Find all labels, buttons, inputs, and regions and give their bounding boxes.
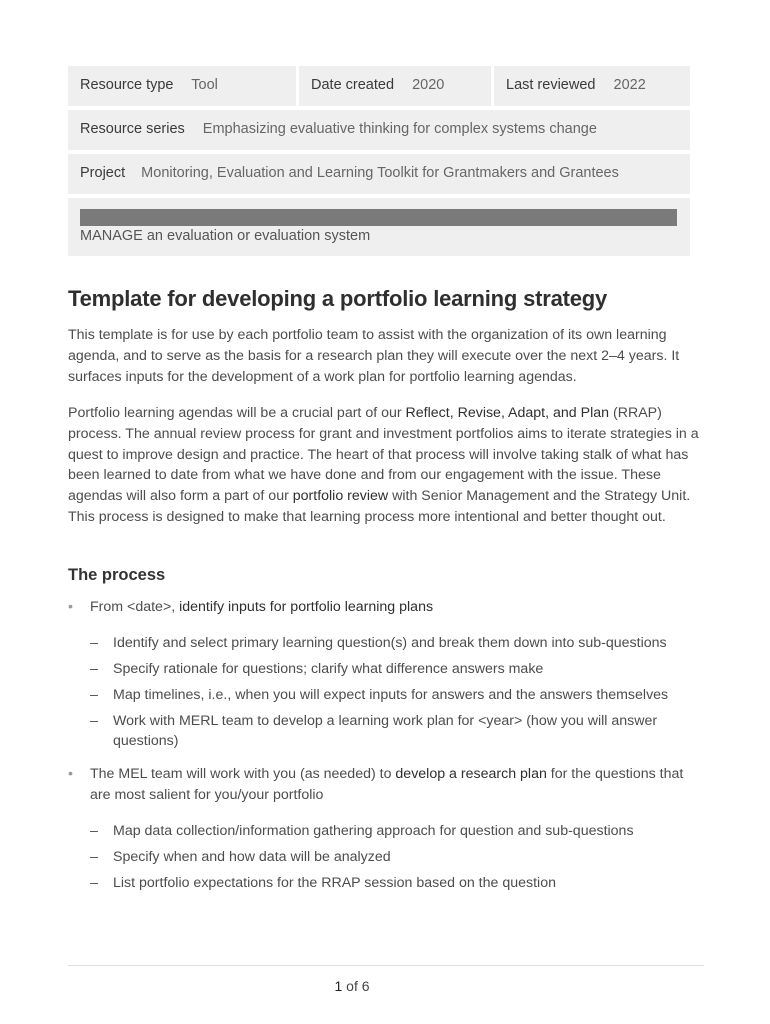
identify-inputs-link[interactable]: identify inputs for portfolio learning plans xyxy=(179,599,434,615)
dash-icon: – xyxy=(90,687,98,703)
sub-item-text: Map timelines, i.e., when you will expect inputs for answers and the answers themselves xyxy=(113,687,669,703)
resource-series-cell xyxy=(68,110,690,150)
date-created-label: Date created xyxy=(311,77,395,93)
resource-type-value: Tool xyxy=(191,77,218,93)
page-number xyxy=(0,978,704,994)
last-reviewed-cell xyxy=(494,66,690,106)
dash-icon: – xyxy=(90,875,98,891)
footer-divider xyxy=(68,965,704,966)
dash-icon: – xyxy=(90,849,98,865)
bullet-2-prefix: The MEL team will work with you (as needed) to xyxy=(90,766,396,782)
bullet-icon: • xyxy=(68,599,73,615)
rrap-text-1: Portfolio learning agendas will be a crucial part of our xyxy=(68,405,406,421)
page-title: Template for developing a portfolio learning strategy xyxy=(68,286,608,311)
bullet-icon: • xyxy=(68,766,73,782)
resource-type-cell xyxy=(68,66,296,106)
last-reviewed-label: Last reviewed xyxy=(506,77,596,93)
dash-icon: – xyxy=(90,713,98,729)
bullet-1-prefix: From <date>, xyxy=(90,599,180,615)
redaction-bar xyxy=(80,209,677,226)
intro-paragraph: This template is for use by each portfolio team to assist with the organization of its own learning agenda, and to serve as the basis for a research plan they will execute over the next 2–4 years. It surfaces inputs for the development of a work plan for portfolio learning agendas. xyxy=(68,327,680,385)
sub-item-text: List portfolio expectations for the RRAP session based on the question xyxy=(113,875,556,891)
bullet-2-text xyxy=(90,764,700,806)
sub-item-text: Identify and select primary learning question(s) and break them down into sub-questions xyxy=(113,635,667,651)
manage-cell xyxy=(68,198,690,256)
resource-series-label: Resource series xyxy=(80,121,185,137)
manage-text: MANAGE an evaluation or evaluation system xyxy=(80,228,371,244)
sub-item-text: Map data collection/information gathering approach for question and sub-questions xyxy=(113,823,634,839)
page-total: of 6 xyxy=(342,978,370,994)
bullet-1-text xyxy=(90,597,700,618)
page-current: 1 xyxy=(334,978,343,994)
rrap-text-2: (RRAP) process. The annual review process for grant and investment portfolios aims to iterate strategies in a quest to improve design and practice. The heart of that process will involve taking stalk of what has been learned to date from what we have done and from our engagement with the issue. These agendas will also form a part of our xyxy=(68,405,699,505)
dash-icon: – xyxy=(90,661,98,677)
date-created-cell xyxy=(299,66,491,106)
dash-icon: – xyxy=(90,635,98,651)
rrap-paragraph xyxy=(68,403,708,528)
date-created-value: 2020 xyxy=(412,77,445,93)
project-cell xyxy=(68,154,690,194)
project-value: Monitoring, Evaluation and Learning Toolkit for Grantmakers and Grantees xyxy=(141,165,619,181)
portfolio-review-link[interactable]: portfolio review xyxy=(292,488,389,505)
rrap-text-3: with Senior Management and the Strategy Unit. This process is designed to make that learning process more intentional and better thought out. xyxy=(68,488,691,525)
rrap-link[interactable]: Reflect, Revise, Adapt, and Plan xyxy=(405,405,610,421)
sub-item-text: Work with MERL team to develop a learning work plan for <year> (how you will answer questions) xyxy=(113,713,658,749)
bullet-2-suffix: for the questions that are most salient for you/your portfolio xyxy=(90,766,684,803)
project-label: Project xyxy=(80,165,126,181)
sub-item-text: Specify rationale for questions; clarify what difference answers make xyxy=(113,661,544,677)
research-plan-link[interactable]: develop a research plan xyxy=(395,766,547,782)
last-reviewed-value: 2022 xyxy=(613,77,646,93)
resource-type-label: Resource type xyxy=(80,77,174,93)
process-heading: The process xyxy=(68,566,166,584)
sub-item-text: Specify when and how data will be analyzed xyxy=(113,849,391,865)
dash-icon: – xyxy=(90,823,98,839)
resource-series-value: Emphasizing evaluative thinking for complex systems change xyxy=(202,121,597,137)
